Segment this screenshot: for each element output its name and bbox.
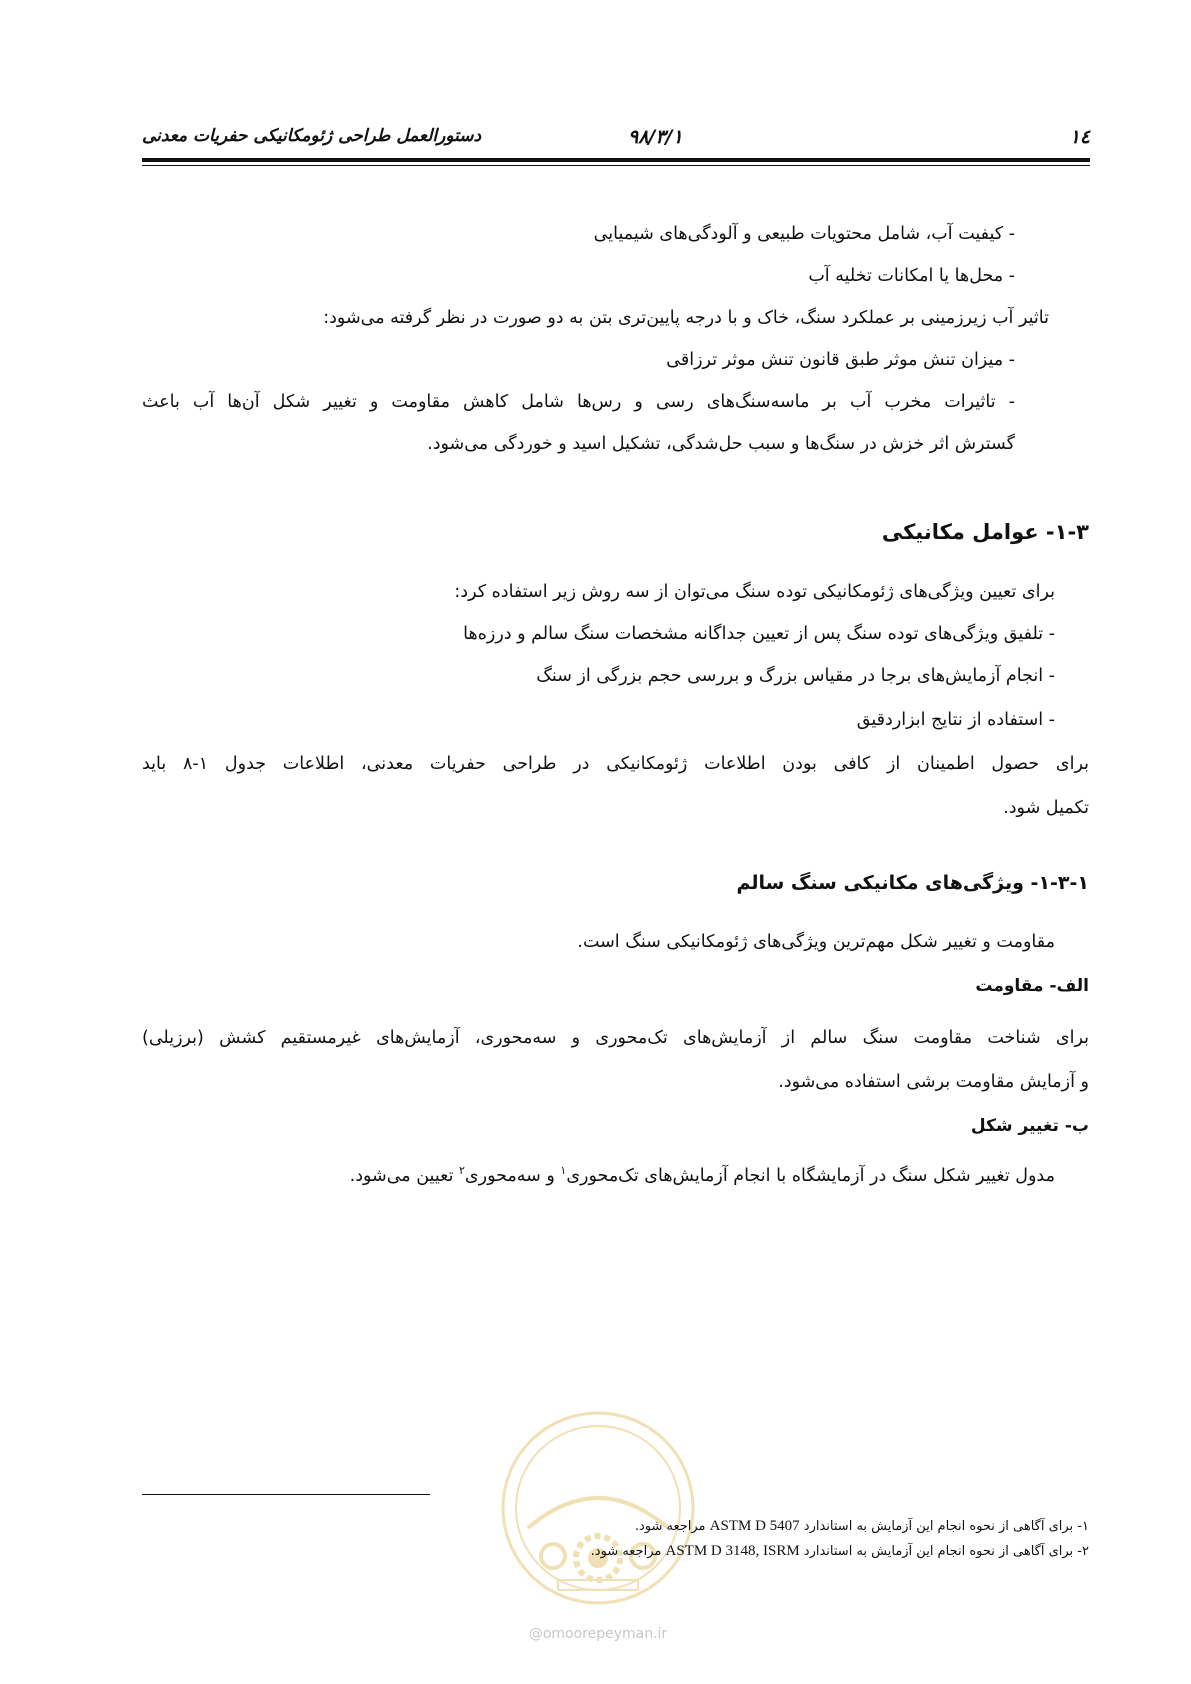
bullet-instrumentation: - استفاده از نتایج ابزاردقیق — [856, 710, 1055, 730]
paragraph-strength-deformation: مقاومت و تغییر شکل مهم‌ترین ویژگی‌های ژئومکانیکی سنگ است. — [577, 932, 1055, 952]
header-rule-thick — [142, 158, 1090, 162]
heading-intact-rock-properties: ۱-۳-۱- ویژگی‌های مکانیکی سنگ سالم — [736, 872, 1089, 894]
heading-deformation: ب- تغییر شکل — [970, 1116, 1089, 1136]
paragraph-ensure-data: برای حصول اطمینان از کافی بودن اطلاعات ژئومکانیکی در طراحی حفریات معدنی، اطلاعات جدول ۱-۸ باید — [142, 754, 1089, 774]
header-date: ۹۸/۳/۱ — [628, 126, 683, 148]
paragraph-groundwater-effect: تاثیر آب زیرزمینی بر عملکرد سنگ، خاک و با درجه پایین‌تری بتن به دو صورت در نظر گرفته می‌شود: — [323, 308, 1049, 328]
bullet-drainage: - محل‌ها یا امکانات تخلیه آب — [808, 266, 1015, 286]
paragraph-methods-intro: برای تعیین ویژگی‌های ژئومکانیکی توده سنگ می‌توان از سه روش زیر استفاده کرد: — [454, 582, 1055, 602]
heading-mechanical-factors: ۱-۳- عوامل مکانیکی — [881, 520, 1089, 544]
footnote-1: ۱- برای آگاهی از نحوه انجام این آزمایش به استاندارد ASTM D 5407 مراجعه شود. — [634, 1518, 1089, 1534]
page-header — [142, 126, 1090, 156]
bullet-destructive-effects: - تاثیرات مخرب آب بر ماسه‌سنگ‌های رسی و رس‌ها شامل کاهش مقاومت و تغییر شکل آن‌ها آب باعث — [142, 392, 1015, 412]
paragraph-strength-tests: برای شناخت مقاومت سنگ سالم از آزمایش‌های تک‌محوری و سه‌محوری، آزمایش‌های غیرمستقیم کشش (برزیلی) — [142, 1028, 1089, 1048]
paragraph-ensure-data-cont: تکمیل شود. — [1003, 798, 1089, 818]
bullet-combine-properties: - تلفیق ویژگی‌های توده سنگ پس از تعیین جداگانه مشخصات سنگ سالم و درزه‌ها — [463, 624, 1055, 644]
bullet-effective-stress: - میزان تنش موثر طبق قانون تنش موثر ترزاقی — [666, 350, 1015, 370]
watermark-logo — [498, 1408, 698, 1608]
bullet-destructive-effects-cont: گسترش اثر خزش در سنگ‌ها و سبب حل‌شدگی، تشکیل اسید و خوردگی می‌شود. — [427, 434, 1015, 454]
page-number: ۱٤ — [1069, 126, 1090, 148]
paragraph-deformation-modulus: مدول تغییر شکل سنگ در آزمایشگاه با انجام آزمایش‌های تک‌محوری$^۱$ و سه‌محوری$^۲$ تعیین می‌شود. — [349, 1164, 1055, 1186]
footnote-rule — [142, 1494, 430, 1495]
footnote-ref-1[interactable]: ۱ — [560, 1164, 567, 1178]
watermark-site: @omoorepeyman.ir — [528, 1626, 668, 1642]
bullet-insitu-tests: - انجام آزمایش‌های برجا در مقیاس بزرگ و بررسی حجم بزرگی از سنگ — [536, 666, 1055, 686]
footnote-2: ۲- برای آگاهی از نحوه انجام این آزمایش به استاندارد ASTM D 3148, ISRM مراجعه شود. — [590, 1543, 1089, 1559]
bullet-water-quality: - کیفیت آب، شامل محتویات طبیعی و آلودگی‌های شیمیایی — [593, 224, 1015, 244]
header-title: دستورالعمل طراحی ژئومکانیکی حفریات معدنی — [142, 126, 482, 146]
paragraph-strength-tests-cont: و آزمایش مقاومت برشی استفاده می‌شود. — [778, 1072, 1089, 1092]
footnote-ref-2[interactable]: ۲ — [459, 1164, 465, 1178]
header-rule-thin — [142, 165, 1090, 166]
heading-strength: الف- مقاومت — [975, 976, 1089, 996]
